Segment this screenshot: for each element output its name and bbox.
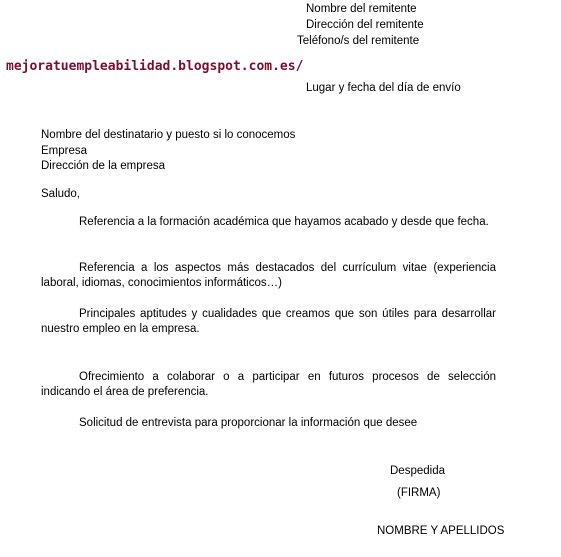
greeting: Saludo, [41, 188, 81, 200]
recipient-company: Empresa [41, 145, 88, 157]
sender-address: Dirección del remitente [306, 19, 424, 31]
blog-watermark: mejoratuempleabilidad.blogspot.com.es/ [6, 59, 304, 74]
paragraph-skills: Principales aptitudes y cualidades que creamos que son útiles para desarrollar nuestro empleo en la empresa. [41, 308, 496, 335]
paragraph-cv-highlights: Referencia a los aspectos más destacados del currículum vitae (experiencia laboral, idiomas, conocimientos informáticos…) [41, 262, 496, 289]
paragraph-collaboration: Ofrecimiento a colaborar o a participar en futuros procesos de selección indicando el área de preferencia. [41, 371, 496, 398]
paragraph-interview-request: Solicitud de entrevista para proporcionar la información que desee [79, 417, 418, 429]
farewell: Despedida [390, 465, 445, 477]
sender-name: Nombre del remitente [306, 3, 417, 15]
sender-phone: Teléfono/s del remitente [297, 35, 420, 47]
recipient-address: Dirección de la empresa [41, 160, 166, 172]
place-date: Lugar y fecha del día de envío [306, 82, 461, 94]
signature-placeholder: (FIRMA) [397, 487, 441, 499]
full-name: NOMBRE Y APELLIDOS [377, 525, 505, 537]
paragraph-education: Referencia a la formación académica que hayamos acabado y desde que fecha. [79, 216, 489, 228]
recipient-name: Nombre del destinatario y puesto si lo conocemos [41, 129, 296, 141]
